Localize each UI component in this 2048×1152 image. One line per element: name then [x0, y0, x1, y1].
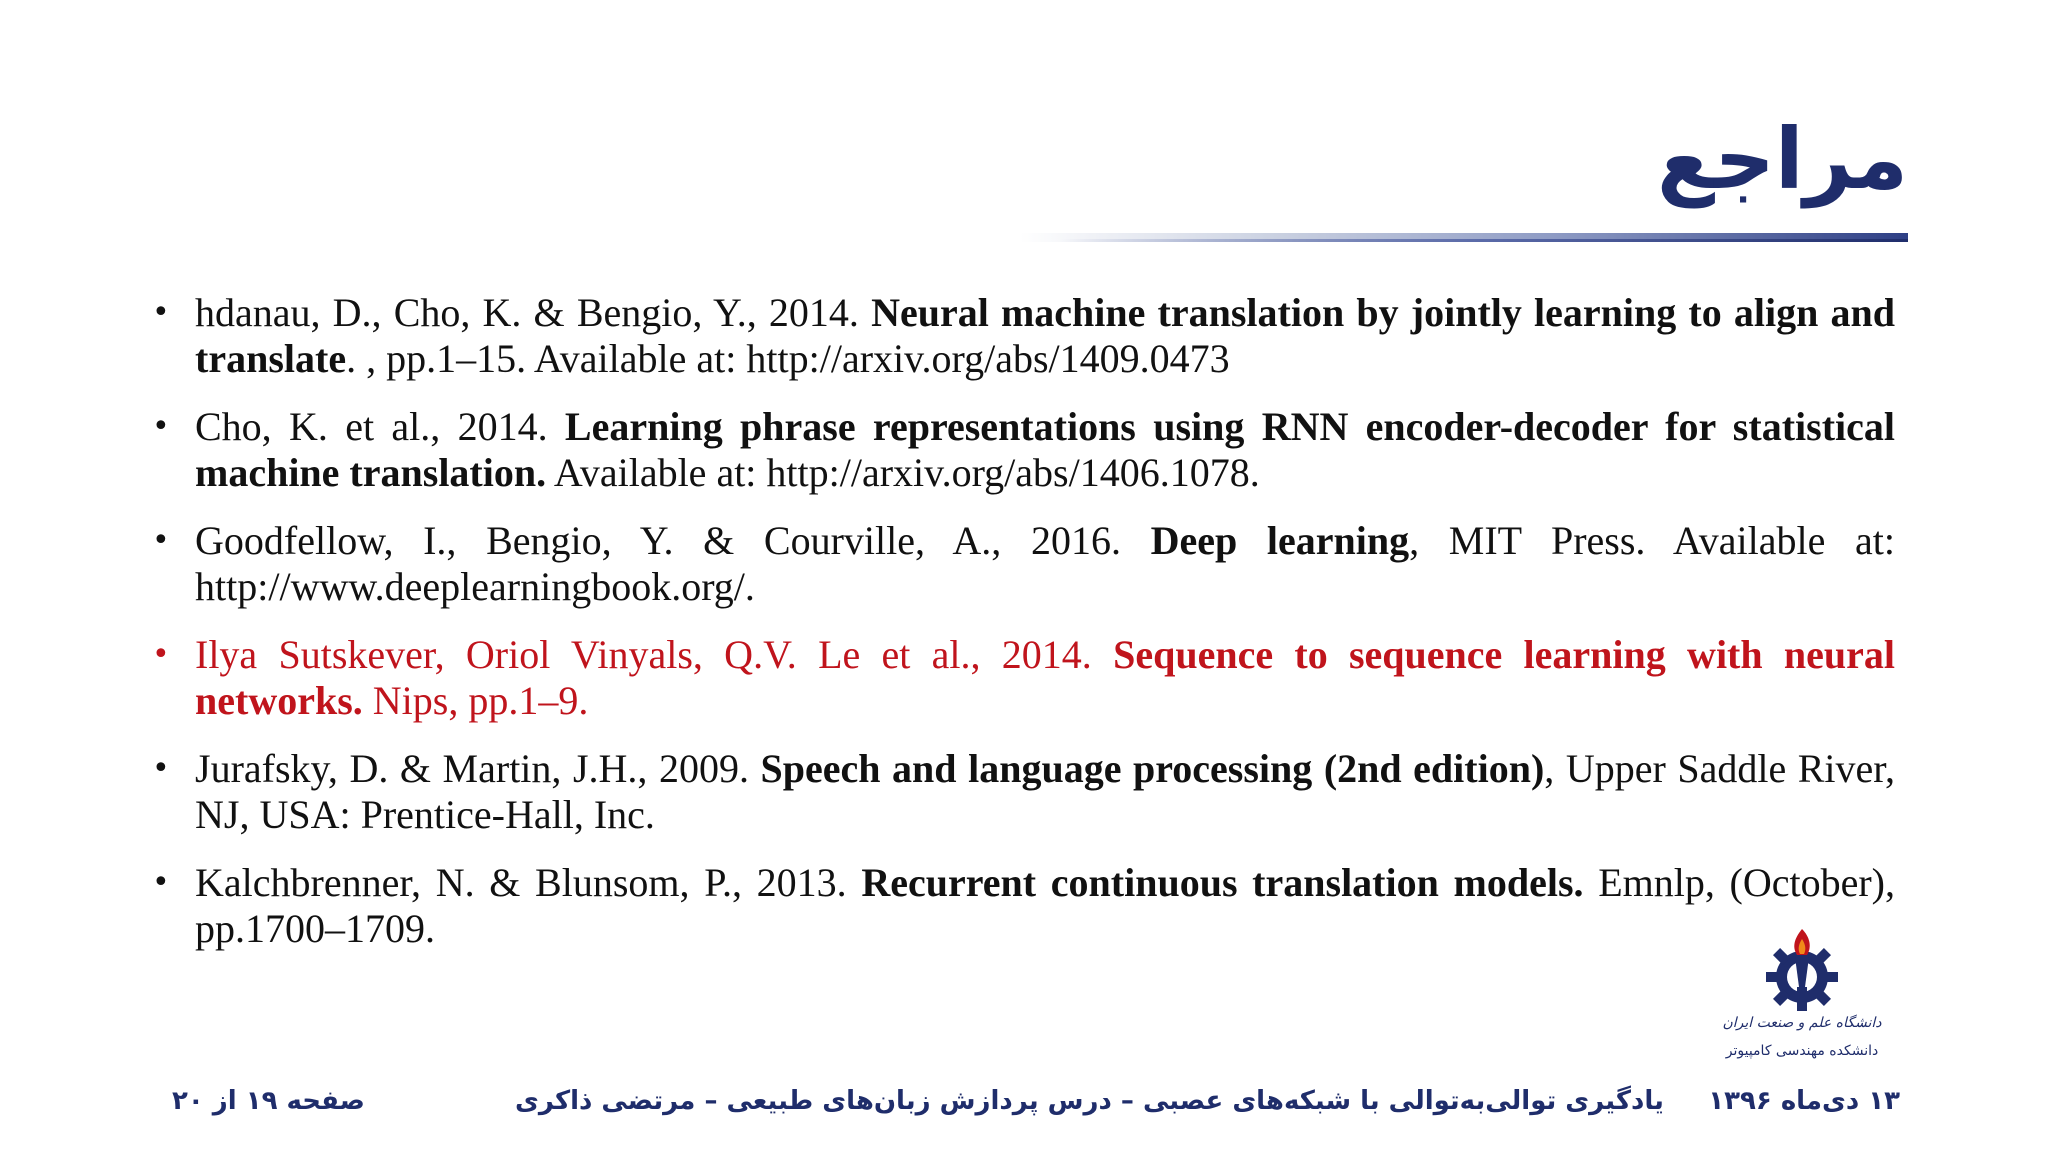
bullet-icon: •: [152, 637, 170, 672]
reference-list: [150, 290, 1895, 974]
footer-date: ۱۳ دی‌ماه ۱۳۹۶: [1708, 1086, 1900, 1116]
reference-title: Recurrent continuous translation models.: [861, 860, 1584, 905]
department-name: دانشکده مهندسی کامپیوتر: [1725, 1043, 1879, 1059]
university-gear-torch-icon: [1764, 925, 1840, 1011]
reference-title: Neural machine translation by jointly learning to align and translate: [195, 290, 1895, 381]
footer-course-title: یادگیری توالی‌به‌توالی با شبکه‌های عصبی – درس پردازش زبان‌های طبیعی – مرتضی ذاکری: [515, 1086, 1664, 1116]
bullet-icon: •: [152, 523, 170, 558]
reference-details: , Upper Saddle River, NJ, USA: Prentice-Hall, Inc.: [195, 746, 1896, 837]
reference-authors: Ilya Sutskever, Oriol Vinyals, Q.V. Le et al., 2014.: [195, 632, 1114, 677]
bullet-icon: •: [152, 295, 170, 330]
reference-details: Emnlp, (October), pp.1700–1709.: [195, 860, 1895, 951]
reference-title: Learning phrase representations using RNN encoder-decoder for statistical machine translation.: [195, 404, 1895, 495]
reference-authors: Kalchbrenner, N. & Blunsom, P., 2013.: [195, 860, 862, 905]
reference-authors: hdanau, D., Cho, K. & Bengio, Y., 2014.: [195, 290, 872, 335]
reference-item: [150, 860, 1895, 952]
reference-title: Deep learning: [1150, 518, 1410, 563]
university-logo: [1712, 925, 1892, 1075]
reference-item-highlighted: [150, 632, 1895, 724]
reference-item: [150, 404, 1895, 496]
reference-details: Nips, pp.1–9.: [362, 678, 589, 723]
reference-authors: Goodfellow, I., Bengio, Y. & Courville, A., 2016.: [195, 518, 1151, 563]
reference-details: . , pp.1–15. Available at: http://arxiv.org/abs/1409.0473: [346, 336, 1230, 381]
slide-title: مراجع: [1657, 110, 1908, 208]
reference-item: [150, 290, 1895, 382]
reference-title: Sequence to sequence learning with neural networks.: [195, 632, 1896, 723]
reference-item: [150, 746, 1895, 838]
reference-title: Speech and language processing (2nd edition): [760, 746, 1545, 791]
reference-details: , MIT Press. Available at: http://www.deeplearningbook.org/.: [195, 518, 1896, 609]
reference-authors: Cho, K. et al., 2014.: [195, 404, 565, 449]
reference-details: Available at: http://arxiv.org/abs/1406.1078.: [546, 450, 1260, 495]
bullet-icon: •: [152, 409, 170, 444]
reference-authors: Jurafsky, D. & Martin, J.H., 2009.: [195, 746, 761, 791]
footer-page-number: صفحه ۱۹ از ۲۰: [172, 1086, 365, 1116]
title-underline-accent: [1060, 239, 1908, 242]
bullet-icon: •: [152, 751, 170, 786]
bullet-icon: •: [152, 865, 170, 900]
reference-item: [150, 518, 1895, 610]
university-name: دانشگاه علم و صنعت ایران: [1722, 1015, 1882, 1031]
